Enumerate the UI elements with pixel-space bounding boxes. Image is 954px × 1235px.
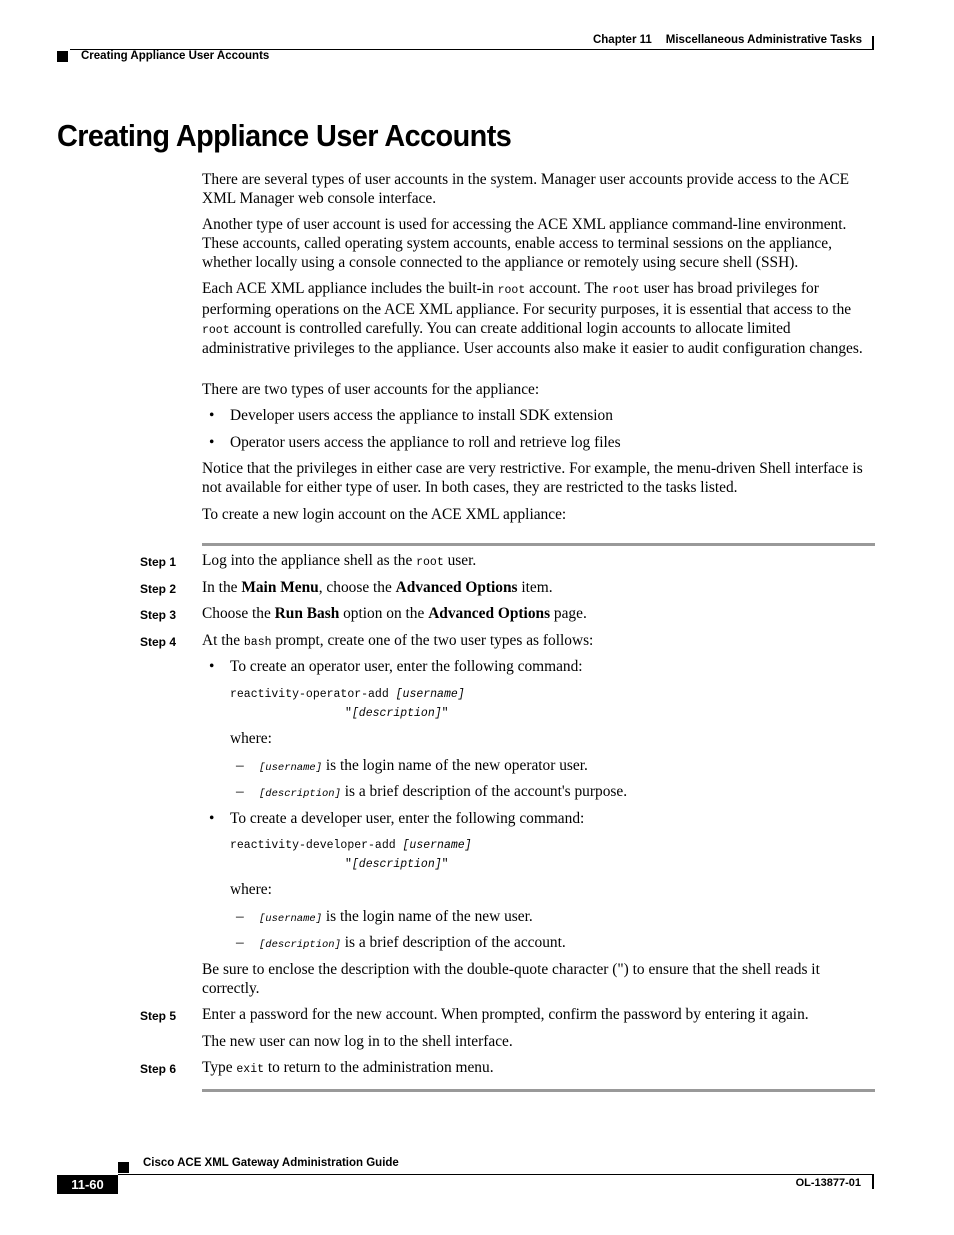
intro-paragraph-1: There are several types of user accounts in the system. Manager user accounts provide access to the ACE XML Manager web console interface. — [202, 171, 850, 207]
step-6-text: Type exit to return to the administration menu. — [202, 1059, 494, 1076]
step-1-text: Log into the appliance shell as the root user. — [202, 552, 477, 569]
parameter-description: [description] is a brief description of the account's purpose. — [259, 783, 628, 800]
footer-guide-title: Cisco ACE XML Gateway Administration Guide — [143, 1157, 399, 1169]
step-2-text: In the Main Menu, choose the Advanced Options item. — [202, 579, 553, 596]
parameter-description: [username] is the login name of the new operator user. — [259, 757, 588, 774]
header-marker — [57, 51, 68, 62]
parameter-description: [username] is the login name of the new user. — [259, 908, 533, 925]
code-block-developer-line-2: "[description]" — [345, 858, 449, 871]
header-tick — [872, 36, 874, 50]
footer-marker — [118, 1162, 129, 1173]
bullet-icon: • — [209, 407, 215, 424]
inline-code: root — [612, 284, 640, 297]
code-block-developer-line-1: reactivity-developer-add [username] — [230, 839, 472, 852]
running-header-section: Creating Appliance User Accounts — [81, 50, 270, 62]
inline-code: root — [497, 284, 526, 297]
inline-code: root — [416, 556, 444, 569]
step-5-text: Enter a password for the new account. When prompted, confirm the password by entering it again. — [202, 1006, 809, 1023]
dash-icon: – — [236, 908, 244, 925]
dash-icon: – — [236, 934, 244, 951]
step-6-label: Step 6 — [140, 1062, 177, 1076]
running-header-chapter — [593, 34, 862, 46]
footer-rule — [118, 1174, 874, 1175]
inline-code: bash — [243, 636, 272, 649]
procedure-bottom-rule — [202, 1089, 875, 1092]
dash-icon: – — [236, 783, 244, 800]
where-label: where: — [230, 881, 272, 898]
inline-code: exit — [236, 1063, 265, 1076]
parameter-description: [description] is a brief description of the account. — [259, 934, 566, 951]
dash-icon: – — [236, 757, 244, 774]
step-3-text: Choose the Run Bash option on the Advanced Options page. — [202, 605, 587, 622]
where-label: where: — [230, 730, 272, 747]
procedure-top-rule — [202, 543, 875, 546]
inline-code: root — [202, 323, 230, 337]
document-id: OL-13877-01 — [795, 1177, 861, 1189]
intro-paragraph-2: Another type of user account is used for accessing the ACE XML appliance command-line environment. These accounts, called operating system accounts, enable access to terminal sessions on the appliance, whether locally using a console connected to the appliance or remotely using secure shell (SSH). — [202, 216, 847, 271]
footer-tick — [872, 1175, 874, 1189]
intro-paragraph-6: To create a new login account on the ACE XML appliance: — [202, 506, 567, 523]
step-3-label: Step 3 — [140, 608, 177, 622]
step-2-label: Step 2 — [140, 582, 177, 596]
bullet-icon: • — [209, 434, 215, 451]
intro-paragraph-4: There are two types of user accounts for the appliance: — [202, 381, 540, 398]
step-5-label: Step 5 — [140, 1009, 177, 1023]
chapter-title: Miscellaneous Administrative Tasks — [665, 34, 862, 46]
step-1-label: Step 1 — [140, 555, 177, 569]
page-number: 11-60 — [71, 1177, 104, 1192]
code-block-operator-line-2: "[description]" — [345, 707, 449, 720]
step-4-label: Step 4 — [140, 635, 177, 649]
bullet-icon: • — [209, 658, 215, 675]
step-4-text: At the bash prompt, create one of the two user types as follows: — [202, 632, 594, 649]
intro-paragraph-3: Each ACE XML appliance includes the built-in root account. The root user has broad privileges for performing operations on the ACE XML appliance. For security purposes, it is essential that access to the root account is controlled carefully. You can create additional login accounts to allocate limited administrative privileges to the appliance. User accounts also make it easier to audit configuration changes. — [202, 280, 863, 358]
code-block-operator-line-1: reactivity-operator-add [username] — [230, 688, 465, 701]
bullet-icon: • — [209, 810, 215, 827]
intro-paragraph-5: Notice that the privileges in either case are very restrictive. For example, the menu-driven Shell interface is not available for either type of user. In both cases, they are restricted to the tasks listed. — [202, 460, 863, 496]
step-4-note: Be sure to enclose the description with the double-quote character (") to ensure that the shell reads it correctly. — [202, 961, 820, 997]
step-5-result: The new user can now log in to the shell interface. — [202, 1033, 513, 1050]
page-title: Creating Appliance User Accounts — [57, 118, 512, 153]
chapter-number: Chapter 11 — [592, 34, 652, 46]
